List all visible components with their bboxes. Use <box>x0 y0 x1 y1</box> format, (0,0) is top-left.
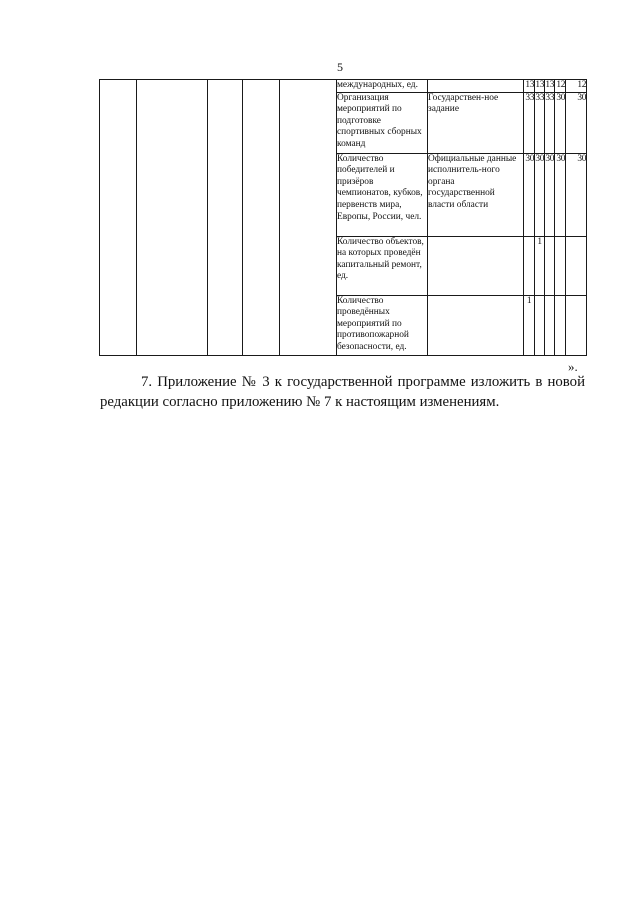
indicator-cell: Количество победителей и призёров чемпионатов, кубков, первенств мира, Европы, России, чел. <box>337 153 428 236</box>
value-cell <box>535 295 545 355</box>
value-cell: 30 <box>535 153 545 236</box>
value-cell: 13 <box>535 80 545 93</box>
value-cell <box>545 236 555 295</box>
body-paragraph <box>100 372 585 412</box>
source-cell <box>428 295 524 355</box>
value-cell: 30 <box>555 153 566 236</box>
empty-cell <box>208 80 243 356</box>
value-cell: 1 <box>524 295 535 355</box>
table-row <box>100 80 587 93</box>
value-cell: 33 <box>535 92 545 153</box>
source-cell: Официальные данные исполнитель-ного органа государственной власти области <box>428 153 524 236</box>
empty-cell <box>137 80 208 356</box>
value-cell: 13 <box>524 80 535 93</box>
indicator-cell: Количество проведённых мероприятий по противопожарной безопасности, ед. <box>337 295 428 355</box>
value-cell: 30 <box>545 153 555 236</box>
indicator-cell: Организация мероприятий по подготовке спортивных сборных команд <box>337 92 428 153</box>
value-cell <box>555 295 566 355</box>
empty-cell <box>243 80 280 356</box>
value-cell: 33 <box>545 92 555 153</box>
empty-cell <box>280 80 337 356</box>
closing-quote: ». <box>568 359 578 374</box>
value-cell: 30 <box>555 92 566 153</box>
value-cell <box>566 236 587 295</box>
page-number: 5 <box>337 60 343 74</box>
value-cell: 30 <box>566 153 587 236</box>
source-cell <box>428 80 524 93</box>
paragraph-line: 7. Приложение № 3 к государственной программе изложить в новой <box>141 374 585 390</box>
value-cell: 33 <box>524 92 535 153</box>
value-cell <box>555 236 566 295</box>
source-cell: Государствен-ное задание <box>428 92 524 153</box>
value-cell <box>524 236 535 295</box>
source-cell <box>428 236 524 295</box>
value-cell <box>545 295 555 355</box>
value-cell: 12 <box>555 80 566 93</box>
value-cell: 30 <box>566 92 587 153</box>
value-cell: 1 <box>535 236 545 295</box>
indicators-table <box>99 79 587 356</box>
value-cell: 12 <box>566 80 587 93</box>
value-cell: 30 <box>524 153 535 236</box>
indicator-cell: международных, ед. <box>337 80 428 93</box>
value-cell: 13 <box>545 80 555 93</box>
empty-cell <box>100 80 137 356</box>
value-cell <box>566 295 587 355</box>
paragraph-line: редакции согласно приложению № 7 к настоящим изменениям. <box>100 394 500 410</box>
indicator-cell: Количество объектов, на которых проведён капитальный ремонт, ед. <box>337 236 428 295</box>
